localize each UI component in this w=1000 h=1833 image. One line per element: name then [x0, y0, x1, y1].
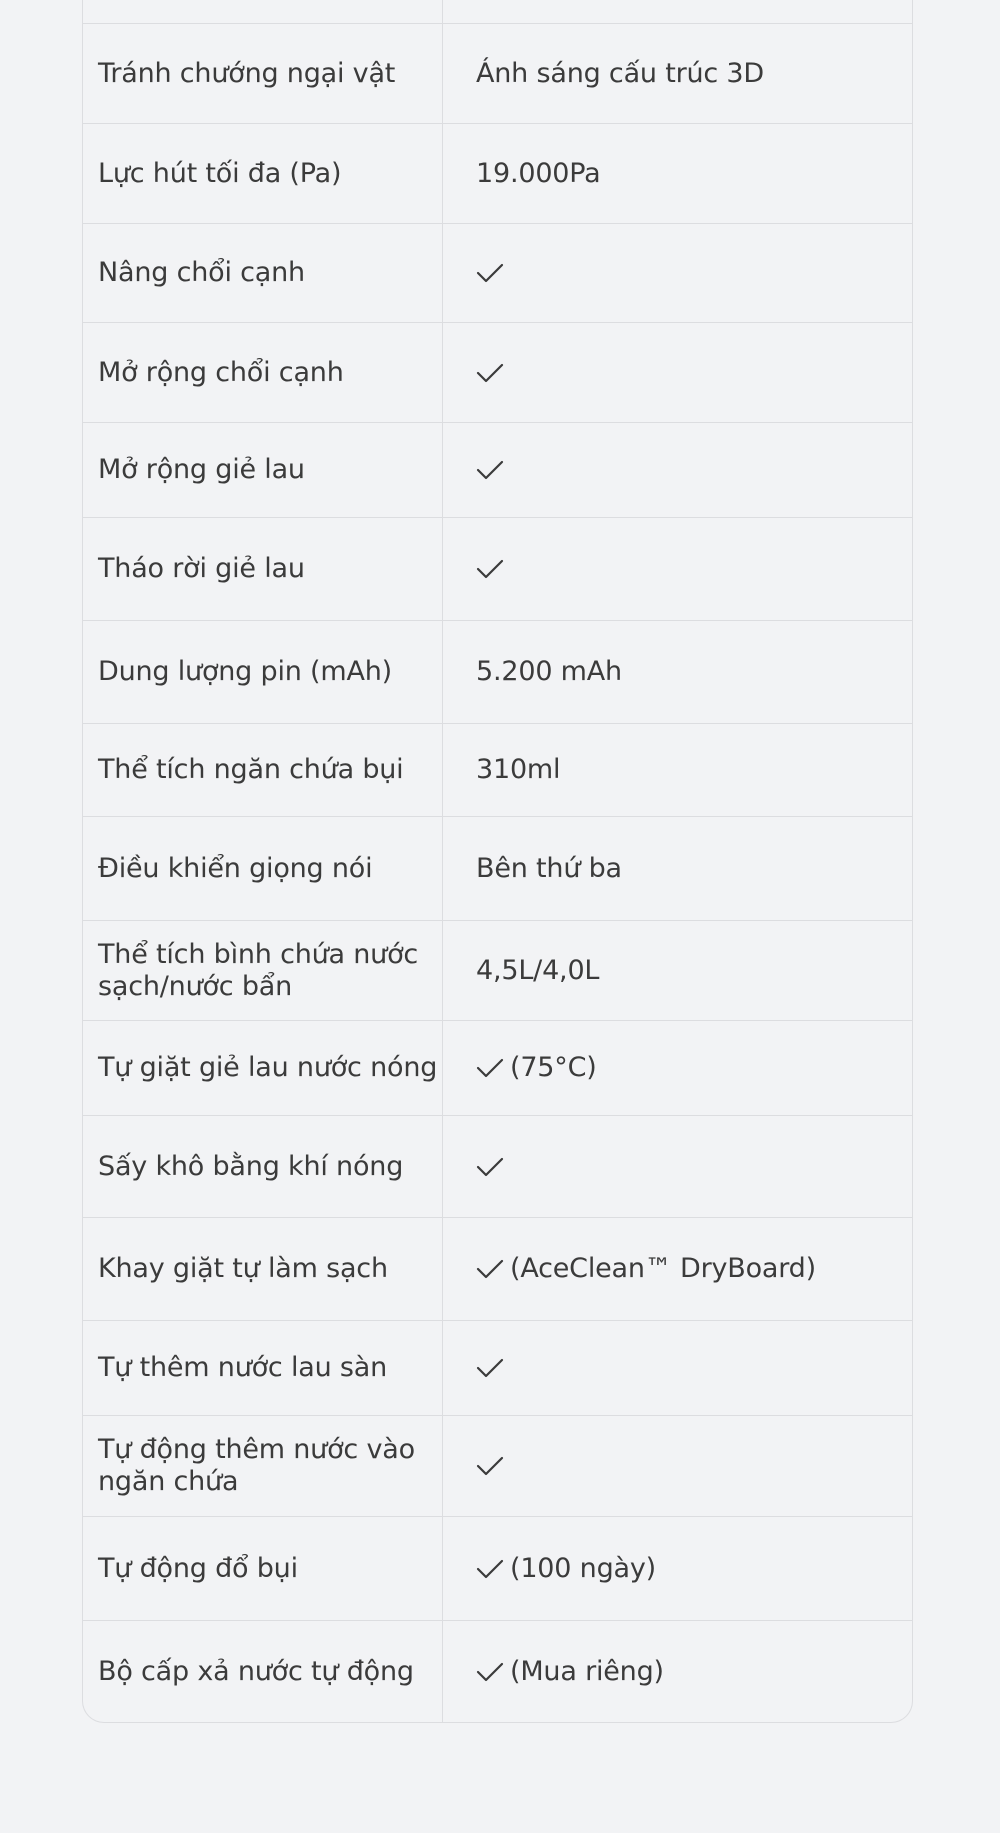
spec-value: Ánh sáng cấu trúc 3D	[476, 57, 765, 89]
spec-value-cell	[443, 422, 912, 517]
spec-name-cell	[83, 23, 443, 123]
spec-name-cell	[83, 816, 443, 920]
spec-value-cell	[443, 517, 912, 620]
spec-name: Tháo rời giẻ lau	[98, 553, 305, 584]
spec-row	[83, 723, 912, 816]
spec-name: Dung lượng pin (mAh)	[98, 656, 392, 687]
spec-name-cell	[83, 223, 443, 322]
spec-name: Lực hút tối đa (Pa)	[98, 157, 342, 189]
spec-row	[83, 1217, 912, 1320]
spec-name-cell	[83, 0, 443, 23]
spec-row	[83, 1320, 912, 1415]
spec-name-cell	[83, 620, 443, 723]
spec-name: Tự thêm nước lau sàn	[98, 1352, 388, 1383]
spec-value-cell	[443, 723, 912, 816]
spec-row	[83, 1115, 912, 1217]
spec-value-cell	[443, 1020, 912, 1115]
spec-row	[83, 816, 912, 920]
spec-table	[82, 0, 913, 1723]
spec-value-cell	[443, 1320, 912, 1415]
spec-value-cell	[443, 0, 912, 23]
spec-name-cell	[83, 422, 443, 517]
spec-value-cell	[443, 1620, 912, 1722]
spec-value-cell	[443, 920, 912, 1020]
spec-name: Mở rộng giẻ lau	[98, 454, 305, 485]
spec-row	[83, 23, 912, 123]
checkmark-icon	[476, 1357, 504, 1379]
spec-name: Mở rộng chổi cạnh	[98, 356, 344, 388]
spec-value-cell	[443, 123, 912, 223]
checkmark-icon	[476, 459, 504, 481]
spec-name: Tự giặt giẻ lau nước nóng	[98, 1052, 438, 1083]
spec-row	[83, 1020, 912, 1115]
checkmark-icon	[476, 362, 504, 384]
spec-row	[83, 1415, 912, 1516]
spec-table-body	[83, 0, 912, 1722]
spec-row	[83, 1516, 912, 1620]
spec-value: 5.200 mAh	[476, 656, 622, 687]
spec-value: 19.000Pa	[476, 157, 601, 189]
spec-name: Khay giặt tự làm sạch	[98, 1253, 388, 1284]
spec-value-cell	[443, 620, 912, 723]
spec-row	[83, 422, 912, 517]
spec-name-cell	[83, 1020, 443, 1115]
spec-name-cell	[83, 1217, 443, 1320]
spec-row	[83, 1620, 912, 1722]
checkmark-icon	[476, 1156, 504, 1178]
spec-value-cell	[443, 23, 912, 123]
checkmark-icon	[476, 558, 504, 580]
spec-row	[83, 123, 912, 223]
spec-value-cell	[443, 1115, 912, 1217]
spec-name-cell	[83, 723, 443, 816]
spec-value: (Mua riêng)	[510, 1655, 664, 1687]
checkmark-icon	[476, 1258, 504, 1280]
spec-name-cell	[83, 123, 443, 223]
spec-value-cell	[443, 1516, 912, 1620]
spec-value: 4,5L/4,0L	[476, 954, 600, 986]
spec-row	[83, 0, 912, 23]
spec-row	[83, 322, 912, 422]
spec-name-cell	[83, 1415, 443, 1516]
checkmark-icon	[476, 1455, 504, 1477]
spec-name-cell	[83, 1620, 443, 1722]
spec-row	[83, 517, 912, 620]
checkmark-icon	[476, 1558, 504, 1580]
spec-value-cell	[443, 1415, 912, 1516]
spec-value: Bên thứ ba	[476, 852, 622, 884]
spec-name-cell	[83, 920, 443, 1020]
spec-value: (100 ngày)	[510, 1552, 656, 1584]
spec-value-cell	[443, 816, 912, 920]
spec-row	[83, 223, 912, 322]
spec-name-cell	[83, 517, 443, 620]
spec-name: Sấy khô bằng khí nóng	[98, 1150, 404, 1182]
checkmark-icon	[476, 1057, 504, 1079]
spec-value: (75°C)	[510, 1052, 597, 1083]
spec-name: Tránh chướng ngại vật	[98, 57, 396, 89]
checkmark-icon	[476, 262, 504, 284]
spec-value: (AceClean™ DryBoard)	[510, 1253, 816, 1284]
spec-name-cell	[83, 322, 443, 422]
spec-row	[83, 620, 912, 723]
spec-name: Bộ cấp xả nước tự động	[98, 1655, 414, 1687]
spec-value-cell	[443, 1217, 912, 1320]
spec-value: 310ml	[476, 754, 561, 785]
spec-name-cell	[83, 1516, 443, 1620]
spec-value-cell	[443, 223, 912, 322]
spec-name: Thể tích bình chứa nước sạch/nước bẩn	[98, 938, 419, 1002]
spec-name-cell	[83, 1320, 443, 1415]
spec-name: Tự động đổ bụi	[98, 1552, 298, 1584]
spec-name: Điều khiển giọng nói	[98, 852, 373, 884]
spec-name: Nâng chổi cạnh	[98, 257, 305, 288]
spec-name-cell	[83, 1115, 443, 1217]
spec-name: Thể tích ngăn chứa bụi	[98, 754, 404, 785]
checkmark-icon	[476, 1661, 504, 1683]
spec-row	[83, 920, 912, 1020]
spec-value-cell	[443, 322, 912, 422]
spec-name: Tự động thêm nước vào ngăn chứa	[98, 1434, 415, 1497]
